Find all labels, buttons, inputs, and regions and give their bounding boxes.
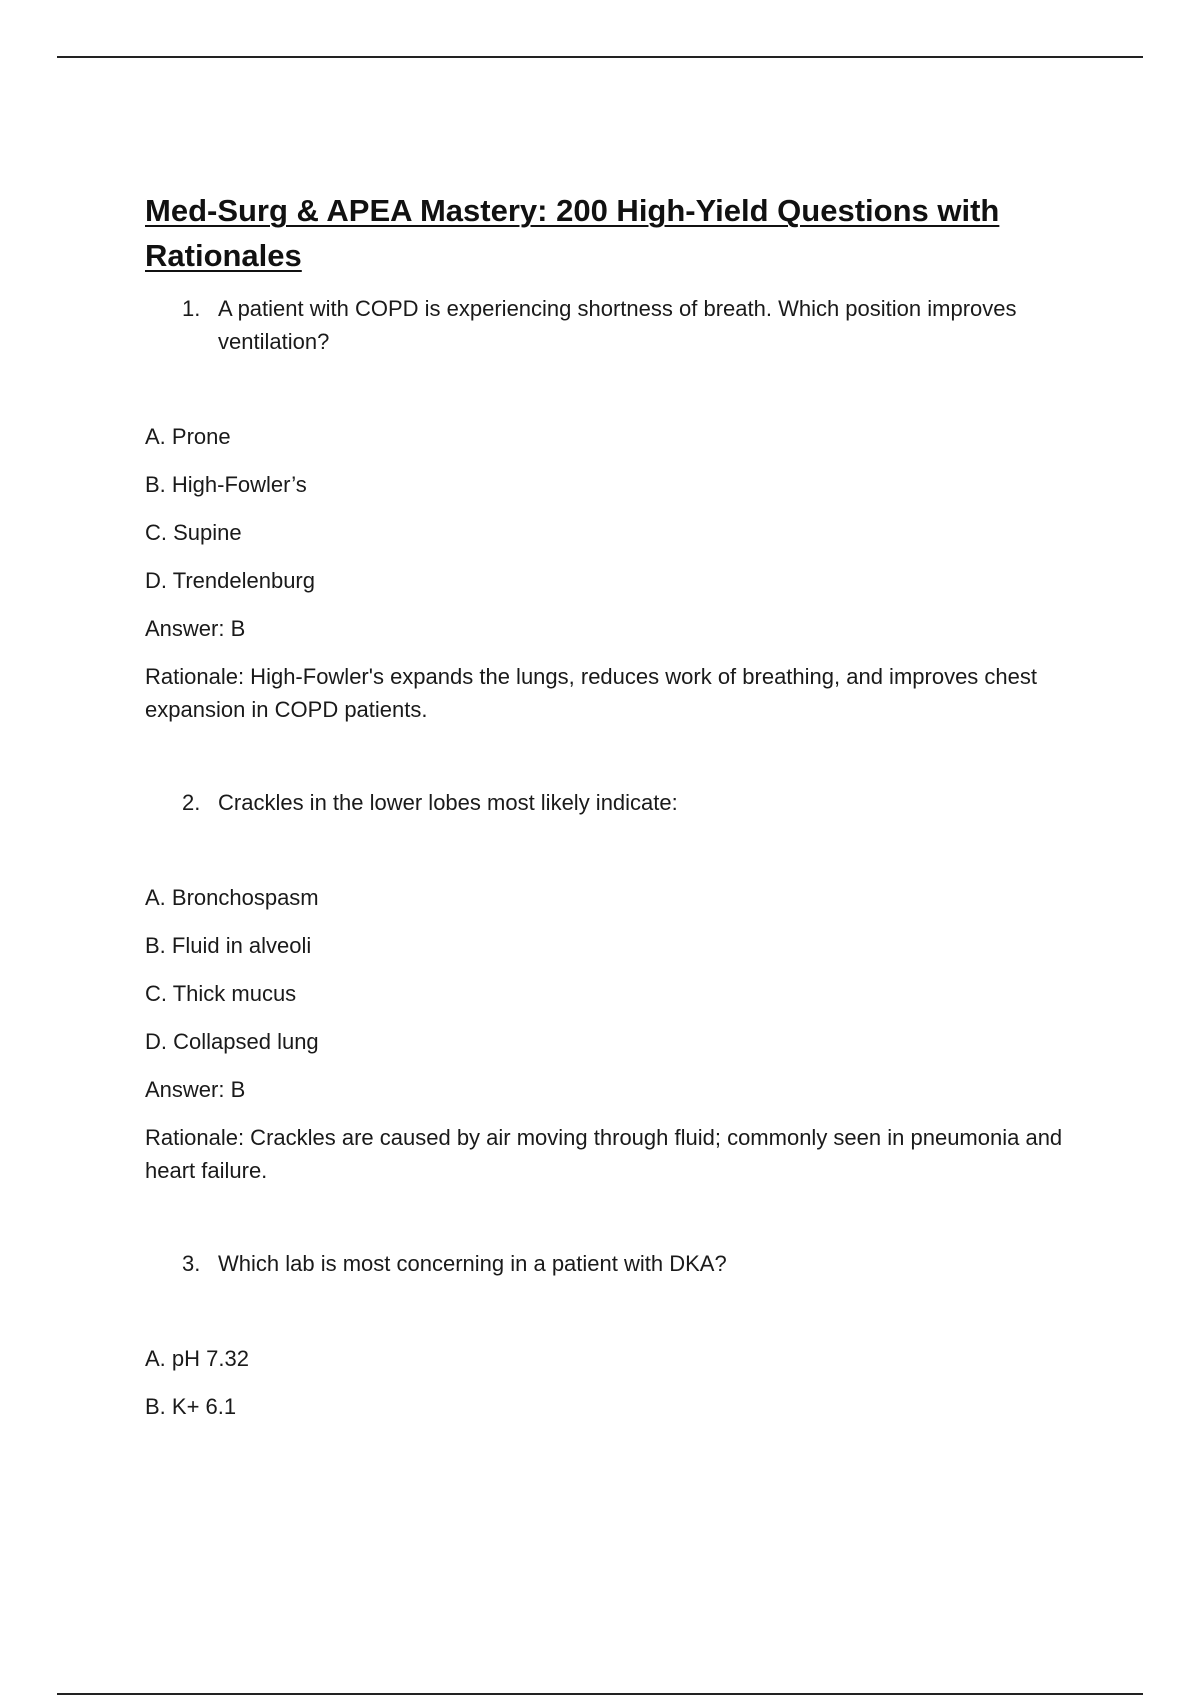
rationale: Rationale: High-Fowler's expands the lungs, reduces work of breathing, and improves chest expansion in COPD patients.	[145, 664, 1037, 722]
question-number: 2.	[182, 790, 201, 815]
question-text: A patient with COPD is experiencing shortness of breath. Which position improves ventilation?	[218, 296, 1017, 354]
question-stem	[182, 292, 1062, 358]
rationale: Rationale: Crackles are caused by air moving through fluid; commonly seen in pneumonia and heart failure.	[145, 1125, 1063, 1183]
option-b: B. High-Fowler’s	[145, 472, 307, 497]
footer-rule	[57, 1693, 1143, 1695]
answer: Answer: B	[145, 616, 246, 641]
header-rule	[57, 56, 1143, 58]
option-b: B. Fluid in alveoli	[145, 933, 312, 958]
question-1	[145, 292, 1075, 726]
question-text: Crackles in the lower lobes most likely indicate:	[218, 790, 678, 815]
option-b: B. K+ 6.1	[145, 1394, 237, 1419]
document-body	[145, 188, 1075, 1438]
question-stem	[182, 1247, 1062, 1280]
question-number: 1.	[182, 296, 201, 321]
option-d: D. Collapsed lung	[145, 1029, 319, 1054]
question-3	[145, 1247, 1075, 1438]
option-a: A. Prone	[145, 424, 231, 449]
question-2	[145, 786, 1075, 1187]
document-title: Med-Surg & APEA Mastery: 200 High-Yield Questions with Rationales	[145, 193, 1000, 273]
question-number: 3.	[182, 1251, 201, 1276]
option-d: D. Trendelenburg	[145, 568, 315, 593]
option-a: A. pH 7.32	[145, 1346, 249, 1371]
question-text: Which lab is most concerning in a patient with DKA?	[218, 1251, 727, 1276]
answer: Answer: B	[145, 1077, 246, 1102]
option-c: C. Supine	[145, 520, 242, 545]
option-c: C. Thick mucus	[145, 981, 297, 1006]
question-stem	[182, 786, 1062, 819]
option-a: A. Bronchospasm	[145, 885, 319, 910]
